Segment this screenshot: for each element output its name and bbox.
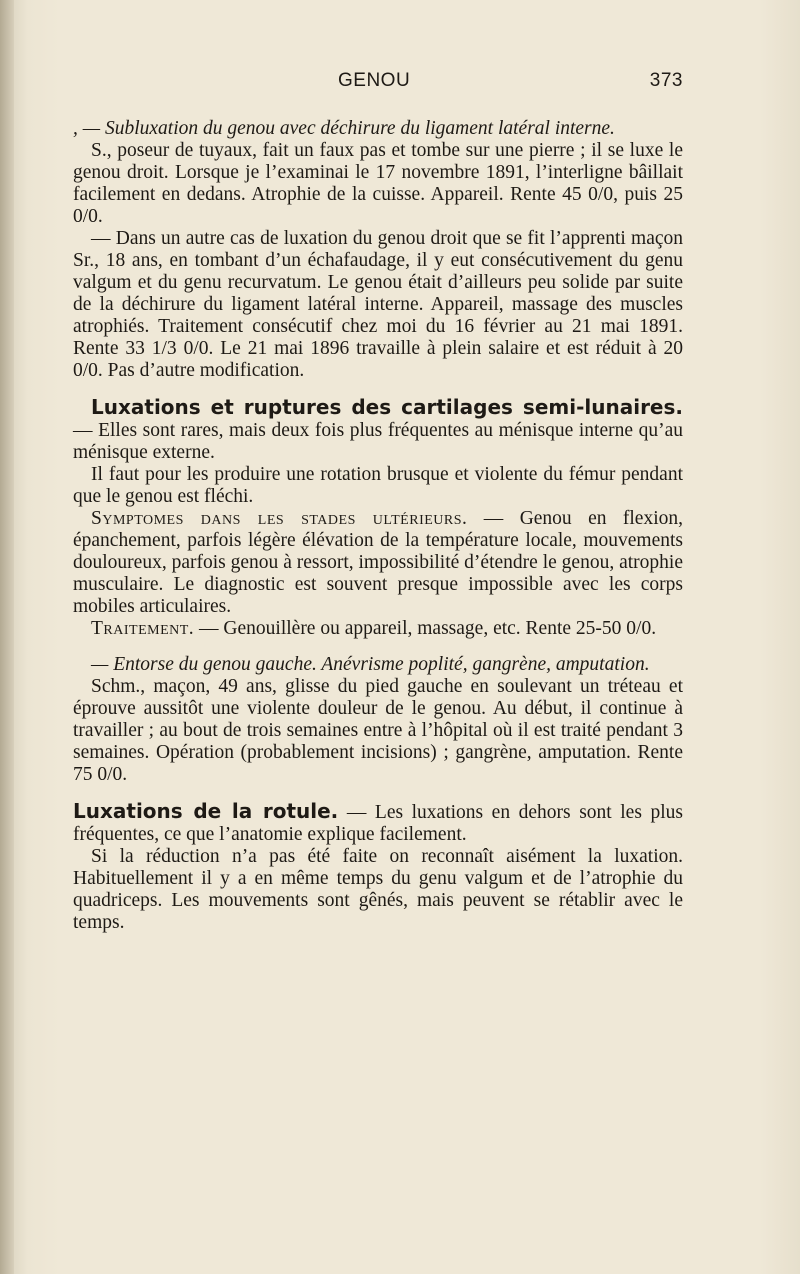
section-paragraph-rotule: [73, 800, 683, 846]
symptoms-paragraph: [73, 508, 683, 618]
case-heading-prefix: , —: [73, 118, 105, 139]
page-gutter-shadow: [0, 0, 14, 1274]
case-heading-prefix: —: [91, 654, 114, 675]
case-paragraph: Schm., maçon, 49 ans, glisse du pied gauche en soulevant un tréteau et éprouve aussitôt une violente douleur de le genou. Au début, il continue à travailler ; au bout de trois semaines entre à l’hôpital où il est traité pendant 3 semaines. Opération (probablement incisions) ; gangrène, amputation. Rente 75 0/0.: [73, 676, 683, 785]
running-title: GENOU: [338, 70, 411, 91]
treatment-text: — Genouillère ou appareil, massage, etc. Rente 25-50 0/0.: [194, 618, 657, 639]
case-heading-subluxation: [73, 118, 683, 140]
treatment-paragraph: [73, 618, 683, 640]
case-heading-text: Subluxation du genou avec déchirure du ligament latéral interne.: [104, 118, 615, 139]
section-paragraph-menisques: [73, 396, 683, 464]
case-heading-text: Entorse du genou gauche. Anévrisme poplité, gangrène, amputation.: [113, 654, 650, 675]
symptoms-text: — Genou en flexion, épanchement, parfois légère élévation de la température locale, mouvements douloureux, parfois genou à ressort, impossibilité d’étendre le genou, atrophie musculaire. Le diagnostic est souvent presque impossible avec les corps mobiles articulaires.: [73, 508, 683, 617]
section-intro-text: — Elles sont rares, mais deux fois plus fréquentes au ménisque interne qu’au ménisque externe.: [73, 420, 683, 463]
case-paragraph: — Dans un autre cas de luxation du genou droit que se fit l’apprenti maçon Sr., 18 ans, en tombant d’un échafaudage, il y eut consécutivement du genu valgum et du genu recurvatum. Le genou était d’ailleurs peu solide par suite de la déchirure du ligament latéral interne. Appareil, massage des muscles atrophiés. Traitement consécutif chez moi du 16 février au 21 mai 1891. Rente 33 1/3 0/0. Le 21 mai 1896 travaille à plein salaire et est réduit à 20 0/0. Pas d’autre modification.: [73, 228, 683, 381]
section-paragraph: Il faut pour les produire une rotation brusque et violente du fémur pendant que le genou est fléchi.: [73, 464, 683, 507]
symptoms-label: Symptomes dans les stades ultérieurs.: [91, 508, 468, 529]
section-paragraph: Si la réduction n’a pas été faite on reconnaît aisément la luxation. Habituellement il y a en même temps du genu valgum et de l’atrophie du quadriceps. Les mouvements sont gênés, mais peuvent se rétablir avec le temps.: [73, 846, 683, 933]
section-title-rotule: Luxations de la rotule.: [73, 799, 339, 823]
case-heading-entorse: [73, 654, 683, 676]
spacer: [73, 382, 683, 396]
page-content: [73, 70, 683, 934]
section-intro-text: — Les luxations en dehors sont les plus fréquentes, ce que l’anatomie explique facilement.: [73, 802, 683, 845]
section-title-menisques: Luxations et ruptures des cartilages semi-lunaires.: [91, 395, 683, 419]
treatment-label: Traitement.: [91, 618, 195, 639]
case-paragraph: S., poseur de tuyaux, fait un faux pas et tombe sur une pierre ; il se luxe le genou droit. Lorsque je l’examinai le 17 novembre 1891, l’interligne bâillait facilement en dedans. Atrophie de la cuisse. Appareil. Rente 45 0/0, puis 25 0/0.: [73, 140, 683, 227]
spacer: [73, 786, 683, 800]
page-number: 373: [649, 70, 683, 91]
running-header: [73, 70, 683, 92]
spacer: [73, 640, 683, 654]
